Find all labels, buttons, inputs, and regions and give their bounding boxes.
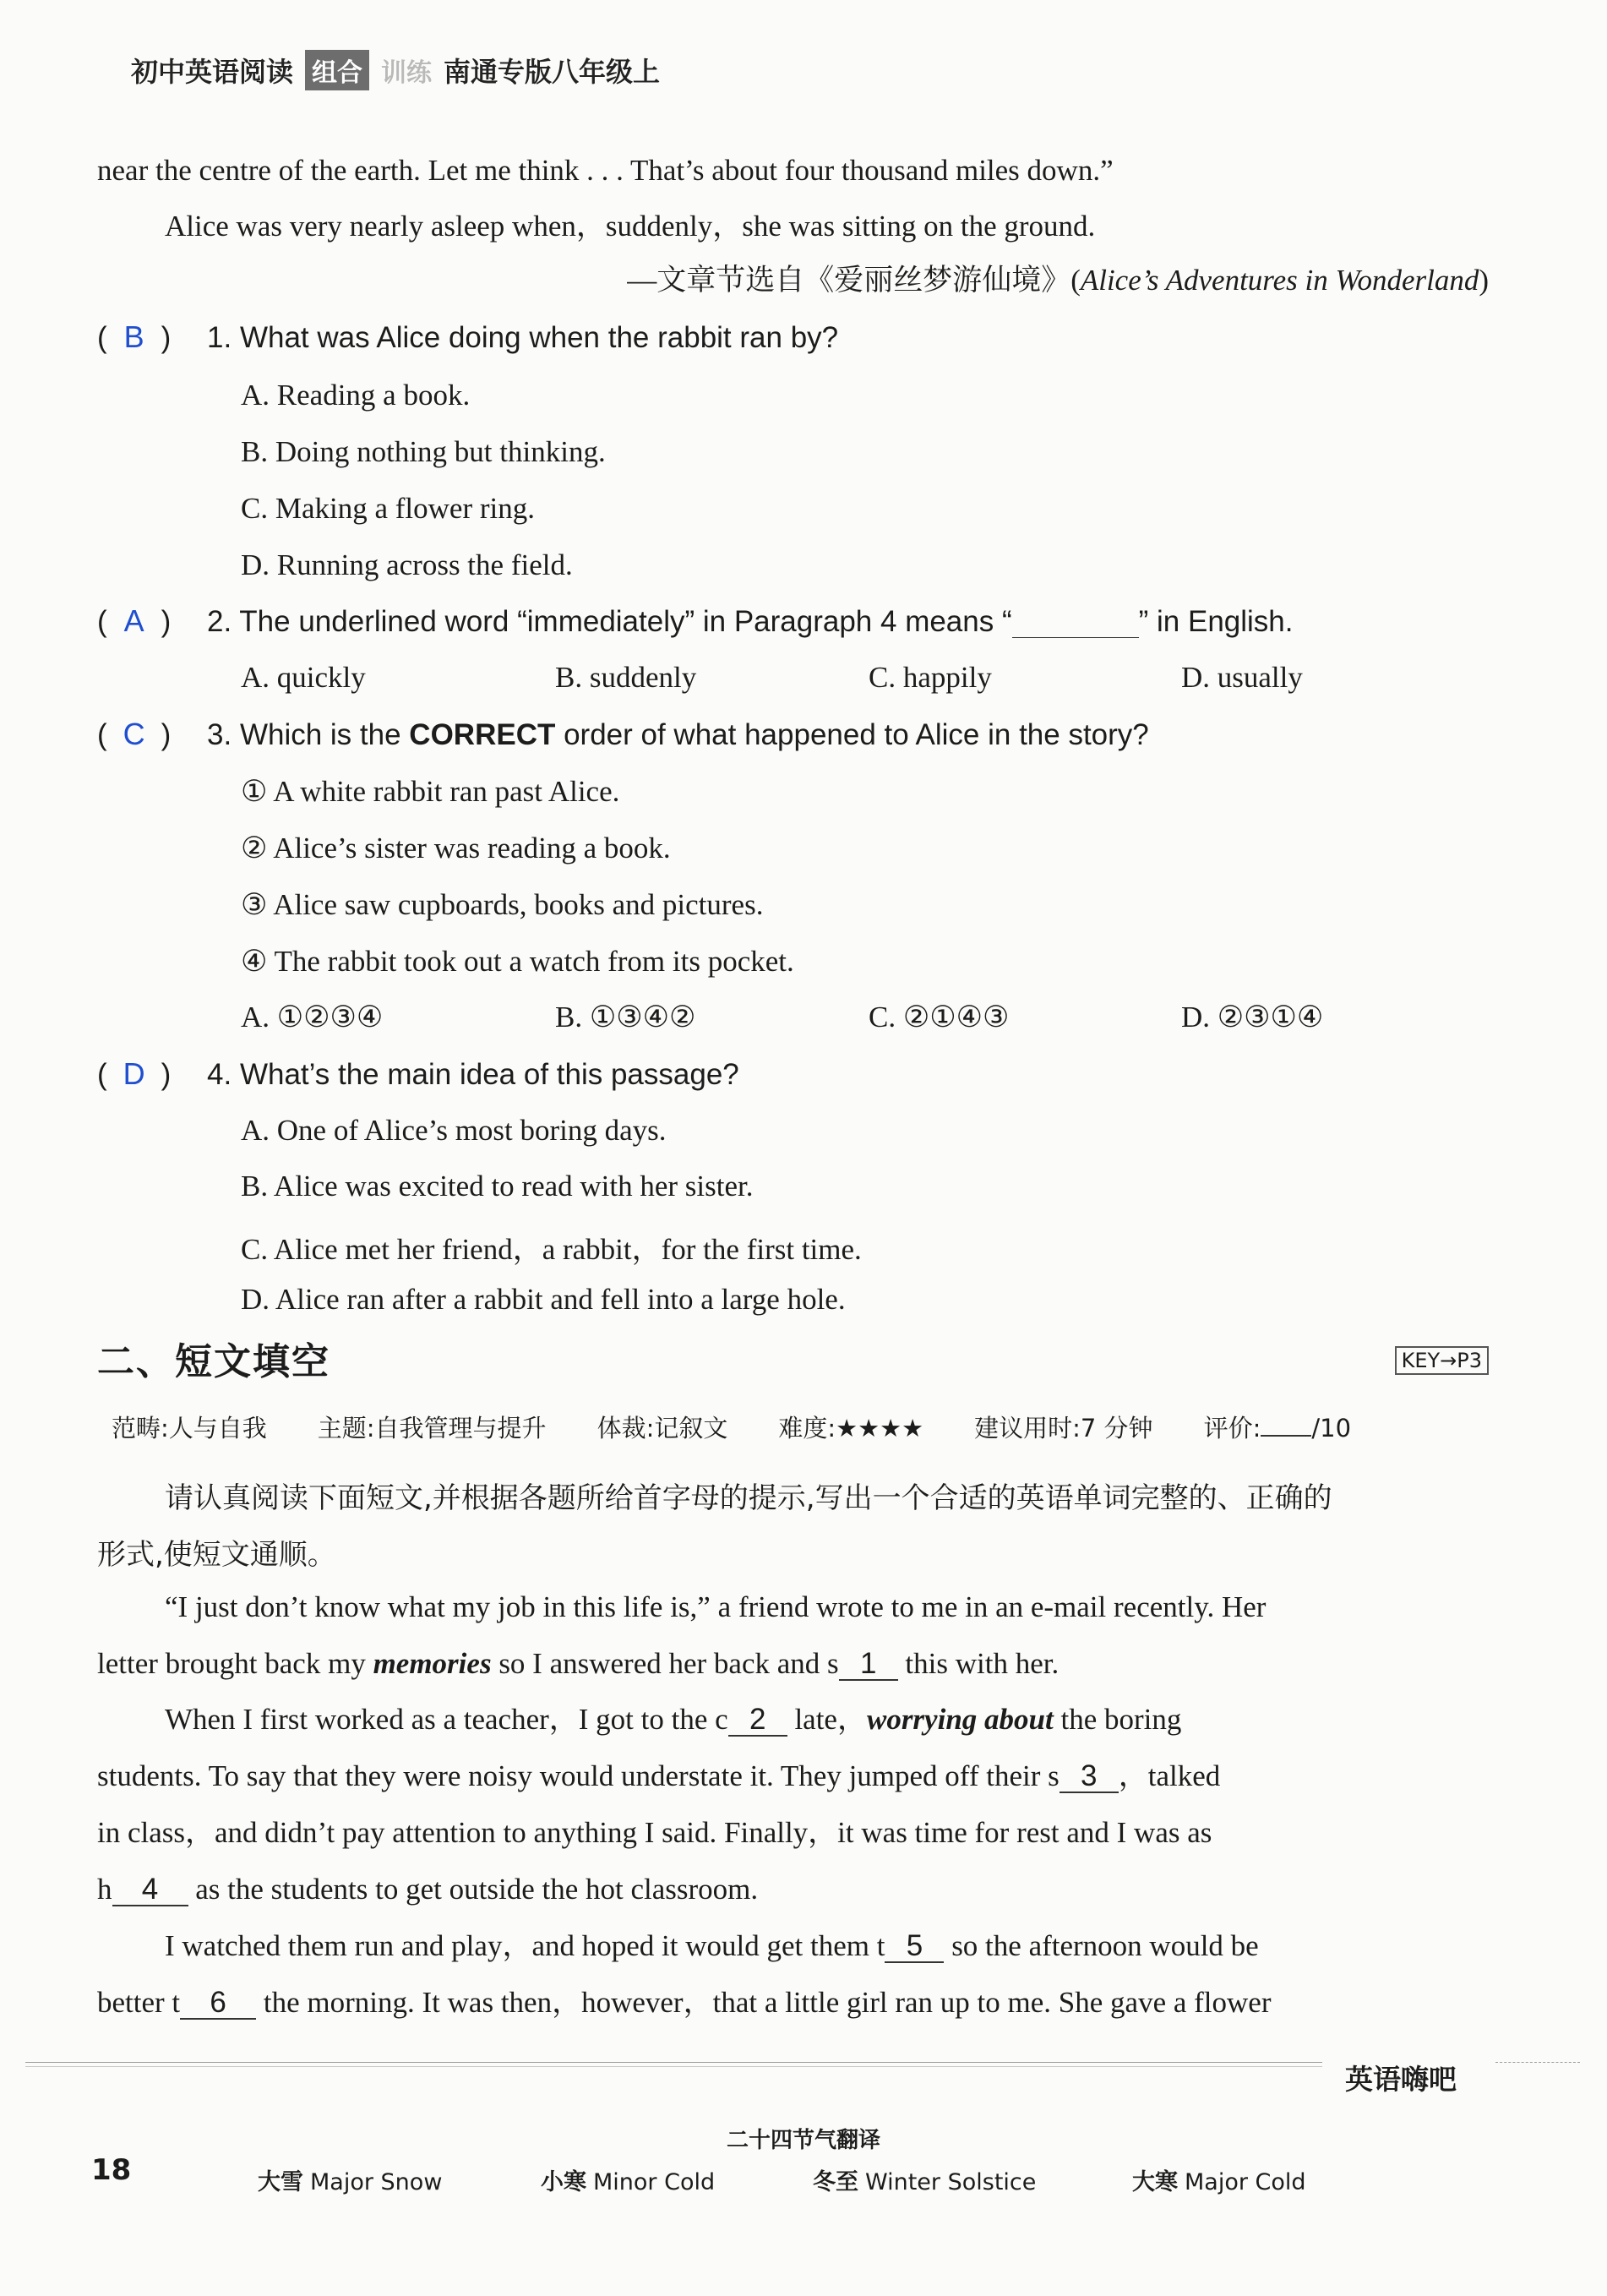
term-en: Major Snow — [310, 2169, 443, 2195]
meta-genre: 体裁:记叙文 — [596, 1414, 728, 1442]
cloze-text: ，talked — [1118, 1759, 1221, 1792]
section-title: 二、短文填空 — [97, 1340, 330, 1383]
blank-3[interactable]: 3 — [1060, 1761, 1119, 1793]
instruction-line: 形式,使短文通顺。 — [97, 1538, 336, 1572]
option: B. suddenly — [555, 661, 697, 694]
cloze-line — [165, 1928, 1259, 1965]
source-suffix: ) — [1479, 264, 1489, 297]
answer-blank — [1012, 607, 1139, 638]
blank-1[interactable]: 1 — [839, 1649, 898, 1681]
series-tag: 组合 — [305, 50, 369, 90]
cloze-text: the morning. It was then，however，that a little girl ran up to me. She gave a flower — [256, 1986, 1272, 2019]
cloze-text: as the students to get outside the hot classroom. — [188, 1873, 759, 1906]
option: A. Reading a book. — [241, 379, 471, 412]
cloze-text: better t — [97, 1986, 181, 2019]
option: C. Making a flower ring. — [241, 492, 535, 525]
term-en: Winter Solstice — [865, 2169, 1037, 2195]
term-zh: 冬至 — [813, 2169, 858, 2195]
option: C. ②①④③ — [869, 1001, 1010, 1033]
answer-mark: C — [123, 717, 145, 751]
option: B. ①③④② — [555, 1001, 696, 1033]
question-text-end: order of what happened to Alice in the story? — [555, 718, 1149, 751]
score-blank — [1261, 1435, 1311, 1437]
exercise-meta — [112, 1410, 1351, 1444]
solar-term — [1132, 2163, 1306, 2196]
answer-key-ref: KEY→P3 — [1395, 1346, 1489, 1375]
cloze-emphasis: memories — [373, 1647, 492, 1680]
cloze-line — [97, 1645, 1059, 1682]
meta-difficulty: 难度:★★★★ — [778, 1414, 924, 1442]
term-en: Minor Cold — [593, 2169, 716, 2195]
question-text-end: ” in English. — [1138, 605, 1294, 638]
option: A. quickly — [241, 661, 366, 694]
book-title: 初中英语阅读 — [131, 56, 294, 88]
blank-5[interactable]: 5 — [885, 1931, 944, 1963]
option: C. Alice met her friend，a rabbit，for the first time. — [241, 1233, 862, 1266]
question-text: Which is the — [239, 718, 410, 751]
cloze-text: so I answered her back and s — [491, 1647, 839, 1680]
question-stem — [207, 1058, 739, 1092]
cloze-emphasis: worrying about — [866, 1703, 1054, 1736]
term-zh: 大寒 — [1132, 2169, 1178, 2195]
solar-term — [813, 2163, 1036, 2196]
cloze-text: h — [97, 1873, 112, 1906]
answer-bracket: ( A ) — [97, 603, 172, 638]
event-item: ④ The rabbit took out a watch from its pocket. — [241, 945, 794, 978]
term-en: Major Cold — [1185, 2169, 1306, 2195]
option: A. One of Alice’s most boring days. — [241, 1114, 667, 1147]
answer-mark: B — [123, 319, 144, 354]
source-title: Alice’s Adventures in Wonderland — [1080, 264, 1479, 297]
edition-label: 南通专版八年级上 — [444, 56, 661, 88]
cloze-line: in class，and didn’t pay attention to anything I said. Finally，it was time for rest and I was as — [97, 1816, 1212, 1849]
series-tag-faded: 训练 — [381, 58, 433, 88]
answer-bracket: ( B ) — [97, 319, 172, 354]
option: D. usually — [1181, 661, 1303, 694]
book-header — [131, 49, 660, 91]
event-item: ③ Alice saw cupboards, books and pictures. — [241, 888, 764, 921]
option: B. Alice was excited to read with her sister. — [241, 1170, 754, 1203]
option: B. Doing nothing but thinking. — [241, 435, 606, 468]
cloze-text: this with her. — [897, 1647, 1060, 1680]
term-zh: 大雪 — [258, 2169, 303, 2195]
footer-divider-end — [1495, 2062, 1580, 2066]
footer-divider — [25, 2062, 1322, 2067]
passage-source — [627, 262, 1489, 299]
question-text: The underlined word “immediately” in Paragraph 4 means “ — [239, 605, 1012, 638]
passage-line: Alice was very nearly asleep when，suddenly，she was sitting on the ground. — [165, 210, 1096, 243]
cloze-text: late， — [787, 1703, 867, 1736]
cloze-line: “I just don’t know what my job in this life is,” a friend wrote to me in an e-mail recently. Her — [165, 1590, 1267, 1623]
option: D. Running across the field. — [241, 548, 573, 581]
cloze-line — [165, 1701, 1181, 1738]
event-item: ① A white rabbit ran past Alice. — [241, 775, 620, 808]
answer-mark: A — [123, 603, 144, 638]
cloze-line — [97, 1758, 1220, 1795]
question-number: 2. — [207, 605, 232, 638]
answer-mark: D — [123, 1056, 145, 1091]
meta-theme: 主题:自我管理与提升 — [317, 1414, 547, 1442]
event-item: ② Alice’s sister was reading a book. — [241, 832, 671, 864]
cloze-text: I watched them run and play，and hoped it would get them t — [165, 1929, 885, 1962]
cloze-text: the boring — [1053, 1703, 1182, 1736]
question-stem — [207, 605, 1294, 639]
meta-time: 建议用时:7 分钟 — [974, 1414, 1153, 1442]
meta-scope: 范畴:人与自我 — [112, 1414, 267, 1442]
solar-terms-title: 二十四节气翻译 — [727, 2128, 881, 2153]
question-text: What was Alice doing when the rabbit ran by? — [239, 321, 839, 354]
question-stem — [207, 718, 1149, 752]
blank-6[interactable]: 6 — [180, 1988, 256, 2020]
score-label: 评价: — [1203, 1414, 1261, 1442]
cloze-text: so the afternoon would be — [944, 1929, 1259, 1962]
meta-score — [1204, 1410, 1351, 1444]
answer-bracket: ( D ) — [97, 1056, 172, 1091]
cloze-line — [97, 1871, 758, 1908]
question-number: 4. — [207, 1058, 232, 1091]
answer-bracket: ( C ) — [97, 717, 172, 751]
question-emphasis: CORRECT — [409, 718, 556, 751]
solar-term — [258, 2163, 442, 2196]
passage-line: near the centre of the earth. Let me think . . . That’s about four thousand miles down.” — [97, 154, 1114, 187]
term-zh: 小寒 — [541, 2169, 586, 2195]
score-total: /10 — [1311, 1414, 1352, 1442]
option: A. ①②③④ — [241, 1001, 384, 1033]
solar-term — [541, 2163, 715, 2196]
option: D. Alice ran after a rabbit and fell into a large hole. — [241, 1283, 846, 1316]
blank-2[interactable]: 2 — [728, 1704, 787, 1737]
instruction-line: 请认真阅读下面短文,并根据各题所给首字母的提示,写出一个合适的英语单词完整的、正确的 — [165, 1481, 1332, 1515]
page-number: 18 — [91, 2153, 132, 2187]
footer-brand: 英语嗨吧 — [1345, 2063, 1457, 2096]
cloze-text: students. To say that they were noisy would understate it. They jumped off their s — [97, 1759, 1060, 1792]
option: D. ②③①④ — [1181, 1001, 1324, 1033]
question-number: 1. — [207, 321, 232, 354]
question-text: What’s the main idea of this passage? — [239, 1058, 739, 1091]
blank-4[interactable]: 4 — [112, 1874, 188, 1906]
question-number: 3. — [207, 718, 232, 751]
cloze-text: When I first worked as a teacher，I got to the c — [165, 1703, 728, 1736]
source-prefix: —文章节选自《爱丽丝梦游仙境》( — [627, 264, 1081, 297]
question-stem — [207, 321, 838, 355]
option: C. happily — [869, 661, 992, 694]
cloze-text: letter brought back my — [97, 1647, 373, 1680]
cloze-line — [97, 1984, 1272, 2021]
